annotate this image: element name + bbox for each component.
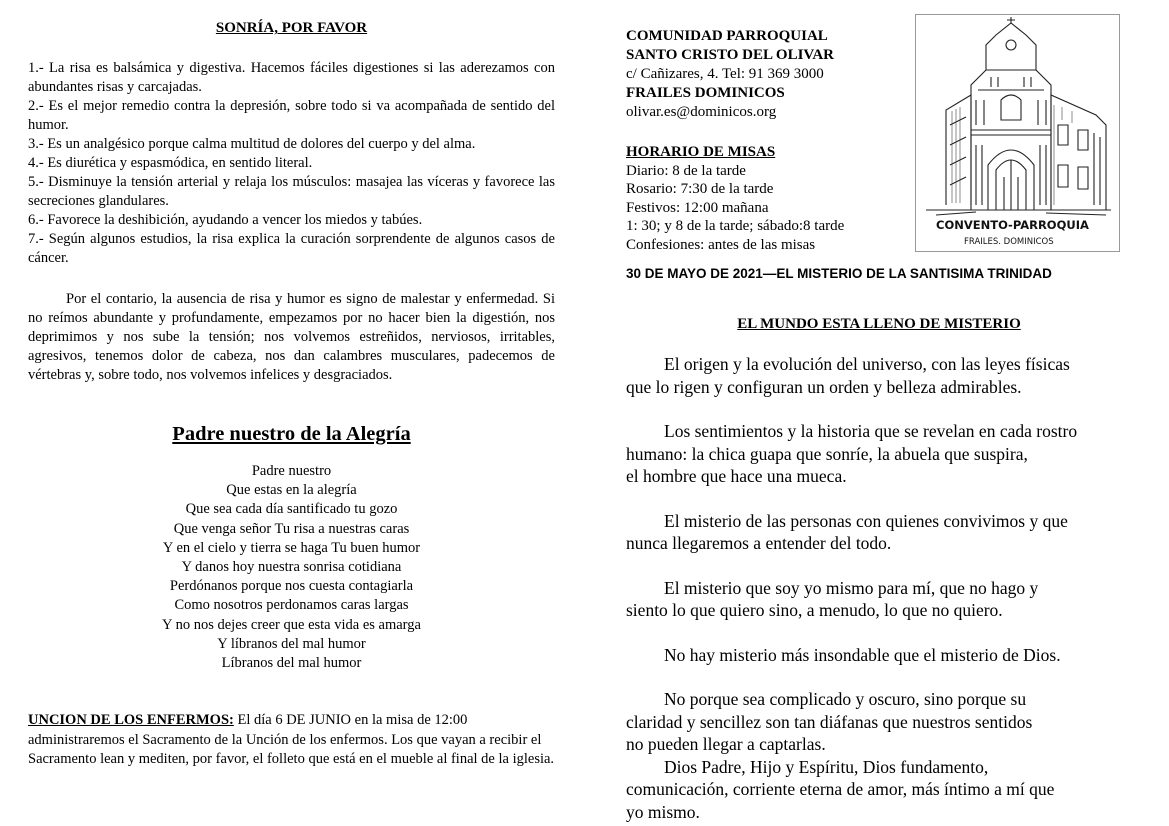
- world-title: EL MUNDO ESTA LLENO DE MISTERIO: [737, 316, 1021, 332]
- list-item: 1.- La risa es balsámica y digestiva. Hacemos fáciles digestiones si las aderezamos con abundantes risas y carcajadas.: [28, 60, 555, 95]
- list-item: 5.- Disminuye la tensión arterial y relaja los músculos: masajea las víceras y favorece las secreciones glandulares.: [28, 174, 555, 209]
- prayer-line: Que estas en la alegría: [226, 482, 357, 499]
- parish-address: c/ Cañizares, 4. Tel: 91 369 3000: [626, 66, 824, 82]
- date-line: 30 DE MAYO DE 2021—EL MISTERIO DE LA SANTISIMA TRINIDAD: [626, 266, 1052, 281]
- sketch-caption-2: FRAILES. DOMINICOS: [964, 237, 1054, 247]
- prayer-line: Que sea cada día santificado tu gozo: [185, 501, 398, 518]
- world-paragraph: No hay misterio más insondable que el misterio de Dios.: [664, 644, 1061, 665]
- list-item: 6.- Favorece la deshibición, ayudando a vencer los miedos y tabúes.: [28, 212, 423, 228]
- smile-title: SONRÍA, POR FAVOR: [215, 20, 368, 36]
- prayer-line: Padre nuestro: [251, 463, 332, 479]
- list-item: 4.- Es diurética y espasmódica, en sentido literal.: [28, 155, 313, 171]
- mass-schedule: [626, 143, 916, 255]
- prayer-line: Perdónanos porque nos cuesta contagiarla: [169, 578, 414, 595]
- sketch-caption-1: CONVENTO-PARROQUIA: [936, 218, 1089, 232]
- parish-name-2: SANTO CRISTO DEL OLIVAR: [626, 47, 834, 63]
- world-paragraph: El misterio que soy yo mismo para mí, que no hago y siento lo que quiero sino, a menudo, lo que no quiero.: [626, 577, 1039, 620]
- schedule-line: Festivos: 12:00 mañana: [626, 199, 769, 216]
- schedule-line: Diario: 8 de la tarde: [626, 162, 746, 179]
- list-item: 7.- Según algunos estudios, la risa explica la curación sorprendente de algunos casos de cáncer.: [28, 231, 555, 266]
- uncion-label: UNCION DE LOS ENFERMOS:: [28, 712, 234, 728]
- smile-list: [28, 59, 555, 268]
- parish-info: [626, 27, 916, 122]
- prayer-title: Padre nuestro de la Alegría: [172, 423, 411, 445]
- prayer-line: Y no nos dejes creer que esta vida es amarga: [162, 616, 421, 633]
- parish-email: olivar.es@dominicos.org: [626, 104, 777, 120]
- schedule-line: Rosario: 7:30 de la tarde: [626, 181, 774, 198]
- prayer-line: Líbranos del mal humor: [221, 655, 362, 672]
- prayer-line: Y danos hoy nuestra sonrisa cotidiana: [181, 559, 402, 576]
- prayer-line: Como nosotros perdonamos caras largas: [174, 597, 409, 614]
- prayer-lines: [28, 462, 555, 673]
- world-paragraph: Los sentimientos y la historia que se revelan en cada rostro humano: la chica guapa que sonríe, la abuela que suspira, el hombre que hace una mueca.: [626, 421, 1078, 486]
- schedule-title: HORARIO DE MISAS: [626, 144, 776, 160]
- prayer-line: Y líbranos del mal humor: [217, 635, 366, 652]
- world-paragraph: El origen y la evolución del universo, con las leyes físicas que lo rigen y configuran un orden y belleza admirables.: [626, 354, 1070, 397]
- schedule-line: Confesiones: antes de las misas: [626, 236, 816, 253]
- world-paragraph: Dios Padre, Hijo y Espíritu, Dios fundamento, comunicación, corriente eterna de amor, más íntimo a mí que yo mismo.: [626, 756, 1055, 822]
- smile-paragraph: Por el contario, la ausencia de risa y humor es signo de malestar y enfermedad. Si no reímos abundante y profundamente, empezamos por no hacer bien la digestión, nos deprimimos y nos sube la tensión; nos volvemos estreñidos, nerviosos, irritables, agresivos, tenemos dolor de cabeza, nos dan calambres musculares, padecemos de vértebras y, sobre todo, nos volvemos infelices y desgraciados.: [28, 291, 555, 383]
- prayer-line: Que venga señor Tu risa a nuestras caras: [173, 520, 410, 537]
- church-sketch: [915, 14, 1120, 252]
- schedule-line: 1: 30; y 8 de la tarde; sábado:8 tarde: [626, 218, 845, 235]
- uncion-notice: [28, 711, 555, 770]
- uncion-text: El día 6 DE JUNIO en la misa de 12:00 administraremos el Sacramento de la Unción de los enfermos. Los que vayan a recibir el Sacramento lean y mediten, por favor, el folleto que está en el mueble al final de la iglesia.: [28, 712, 555, 767]
- world-paragraph: No porque sea complicado y oscuro, sino porque su claridad y sencillez son tan diáfanas que nuestros sentidos no pueden llegar a captarlas.: [626, 689, 1033, 754]
- church-sketch-drawing: [916, 15, 1119, 251]
- list-item: 3.- Es un analgésico porque calma multitud de dolores del cuerpo y del alma.: [28, 136, 476, 152]
- parish-name-1: COMUNIDAD PARROQUIAL: [626, 28, 828, 44]
- world-body: [626, 353, 1136, 823]
- world-paragraph: El misterio de las personas con quienes convivimos y que nunca llegaremos a entender del todo.: [626, 510, 1068, 553]
- list-item: 2.- Es el mejor remedio contra la depresión, sobre todo si va acompañada de sentido del humor.: [28, 98, 555, 133]
- prayer-line: Y en el cielo y tierra se haga Tu buen humor: [162, 539, 421, 556]
- parish-order: FRAILES DOMINICOS: [626, 85, 785, 101]
